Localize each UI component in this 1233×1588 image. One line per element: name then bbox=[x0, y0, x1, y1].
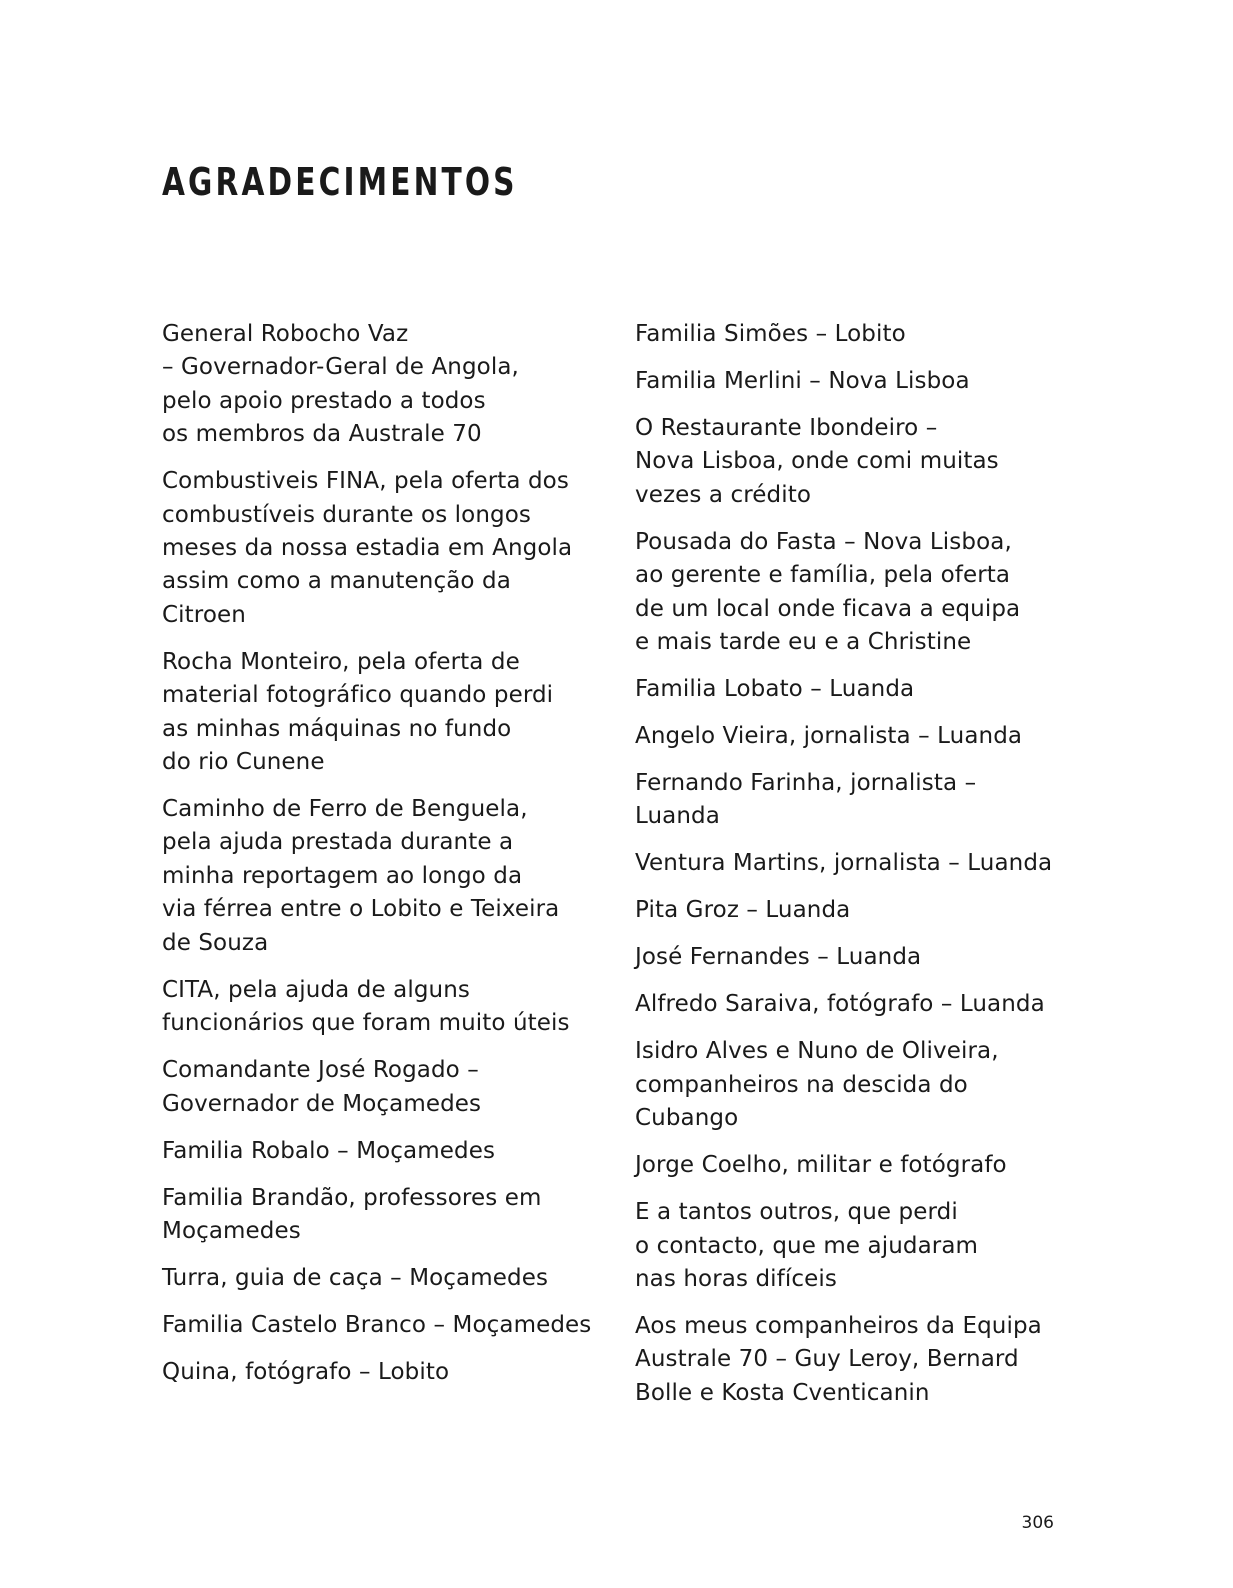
entry-line: General Robocho Vaz bbox=[162, 321, 409, 347]
acknowledgement-entry bbox=[162, 465, 602, 632]
entry-line: Nova Lisboa, onde comi muitas bbox=[635, 448, 999, 475]
acknowledgement-entry bbox=[635, 365, 1075, 398]
entry-line: Australe 70 – Guy Leroy, Bernard bbox=[635, 1346, 1019, 1373]
entry-line: minha reportagem ao longo da bbox=[162, 862, 523, 889]
acknowledgement-entry bbox=[162, 1309, 602, 1342]
entry-line: vezes a crédito bbox=[635, 481, 812, 508]
entry-line: Fernando Farinha, jornalista – bbox=[635, 770, 977, 797]
entry-line: Angelo Vieira, jornalista – Luanda bbox=[635, 723, 1023, 750]
acknowledgement-entry bbox=[162, 1135, 602, 1168]
entry-line: pelo apoio prestado a todos bbox=[162, 387, 486, 414]
acknowledgement-entry bbox=[635, 894, 1075, 927]
acknowledgement-entry bbox=[635, 767, 1075, 834]
entry-line: Familia Robalo – Moçamedes bbox=[162, 1137, 496, 1164]
entry-line: Caminho de Ferro de Benguela, bbox=[162, 796, 528, 823]
entry-line: Familia Lobato – Luanda bbox=[635, 676, 915, 703]
acknowledgement-entry bbox=[635, 526, 1075, 660]
page-number: 306 bbox=[1021, 1513, 1054, 1533]
entry-line: material fotográfico quando perdi bbox=[162, 682, 554, 709]
entry-line: nas horas difíceis bbox=[635, 1266, 837, 1293]
entry-line: do rio Cunene bbox=[162, 749, 325, 776]
acknowledgement-entry bbox=[162, 318, 602, 452]
acknowledgement-entry bbox=[635, 1149, 1075, 1182]
entry-line: – Governador-Geral de Angola, bbox=[162, 354, 519, 381]
entry-line: E a tantos outros, que perdi bbox=[635, 1199, 958, 1226]
entry-line: via férrea entre o Lobito e Teixeira bbox=[162, 896, 560, 923]
entry-line: Ventura Martins, jornalista – Luanda bbox=[635, 850, 1053, 877]
entry-line: Pousada do Fasta – Nova Lisboa, bbox=[635, 528, 1012, 555]
acknowledgement-entry bbox=[635, 941, 1075, 974]
entry-line: combustíveis durante os longos bbox=[162, 501, 531, 528]
acknowledgement-entry bbox=[635, 412, 1075, 512]
entry-line: Familia Brandão, professores em bbox=[162, 1184, 542, 1211]
entry-line: Isidro Alves e Nuno de Oliveira, bbox=[635, 1038, 999, 1065]
acknowledgement-entry bbox=[635, 720, 1075, 753]
entry-line: pela ajuda prestada durante a bbox=[162, 829, 514, 856]
acknowledgement-entry bbox=[162, 646, 602, 780]
entry-line: assim como a manutenção da bbox=[162, 568, 511, 595]
entry-line: ao gerente e família, pela oferta bbox=[635, 562, 1011, 589]
entry-line: Luanda bbox=[635, 803, 720, 830]
entry-line: José Fernandes – Luanda bbox=[635, 944, 922, 971]
entry-line: as minhas máquinas no fundo bbox=[162, 715, 512, 742]
entry-line: os membros da Australe 70 bbox=[162, 421, 482, 448]
acknowledgement-entry bbox=[635, 847, 1075, 880]
entry-line: e mais tarde eu e a Christine bbox=[635, 629, 972, 656]
acknowledgement-entry bbox=[162, 1182, 602, 1249]
entry-line: Turra, guia de caça – Moçamedes bbox=[162, 1264, 549, 1291]
acknowledgement-entry bbox=[635, 988, 1075, 1021]
entry-line: Aos meus companheiros da Equipa bbox=[635, 1313, 1042, 1340]
entry-line: companheiros na descida do bbox=[635, 1071, 968, 1098]
entry-line: o contacto, que me ajudaram bbox=[635, 1232, 979, 1259]
acknowledgement-entry bbox=[635, 673, 1075, 706]
entry-line: Combustiveis FINA, pela oferta dos bbox=[162, 468, 569, 495]
entry-line: O Restaurante Ibondeiro – bbox=[635, 415, 938, 441]
entry-line: Cubango bbox=[635, 1105, 739, 1132]
acknowledgement-entry bbox=[635, 1035, 1075, 1135]
acknowledgement-entry bbox=[162, 1262, 602, 1295]
entry-line: meses da nossa estadia em Angola bbox=[162, 535, 573, 562]
acknowledgement-entry bbox=[635, 318, 1075, 351]
entry-line: Quina, fotógrafo – Lobito bbox=[162, 1358, 450, 1385]
entry-line: Familia Simões – Lobito bbox=[635, 321, 906, 347]
entry-line: Moçamedes bbox=[162, 1217, 301, 1244]
entry-line: de um local onde ficava a equipa bbox=[635, 595, 1021, 622]
entry-line: Familia Merlini – Nova Lisboa bbox=[635, 368, 970, 394]
entry-line: funcionários que foram muito úteis bbox=[162, 1010, 570, 1037]
entry-line: Rocha Monteiro, pela oferta de bbox=[162, 648, 520, 675]
acknowledgement-entry bbox=[162, 793, 602, 960]
page-title: AGRADECIMENTOS bbox=[162, 160, 518, 204]
entry-line: Bolle e Kosta Cventicanin bbox=[635, 1379, 930, 1406]
entry-line: Familia Castelo Branco – Moçamedes bbox=[162, 1311, 592, 1338]
acknowledgement-entry bbox=[635, 1310, 1075, 1410]
acknowledgement-entry bbox=[635, 1196, 1075, 1296]
acknowledgements-left-column bbox=[162, 318, 602, 1403]
entry-line: de Souza bbox=[162, 929, 269, 956]
acknowledgements-right-column bbox=[635, 318, 1075, 1424]
acknowledgement-entry bbox=[162, 974, 602, 1041]
entry-line: Citroen bbox=[162, 601, 246, 628]
entry-line: Alfredo Saraiva, fotógrafo – Luanda bbox=[635, 991, 1045, 1018]
acknowledgement-entry bbox=[162, 1054, 602, 1121]
entry-line: Governador de Moçamedes bbox=[162, 1090, 482, 1117]
acknowledgement-entry bbox=[162, 1356, 602, 1389]
entry-line: CITA, pela ajuda de alguns bbox=[162, 976, 470, 1003]
entry-line: Comandante José Rogado – bbox=[162, 1057, 479, 1084]
entry-line: Jorge Coelho, militar e fotógrafo bbox=[635, 1152, 1007, 1179]
entry-line: Pita Groz – Luanda bbox=[635, 897, 851, 924]
